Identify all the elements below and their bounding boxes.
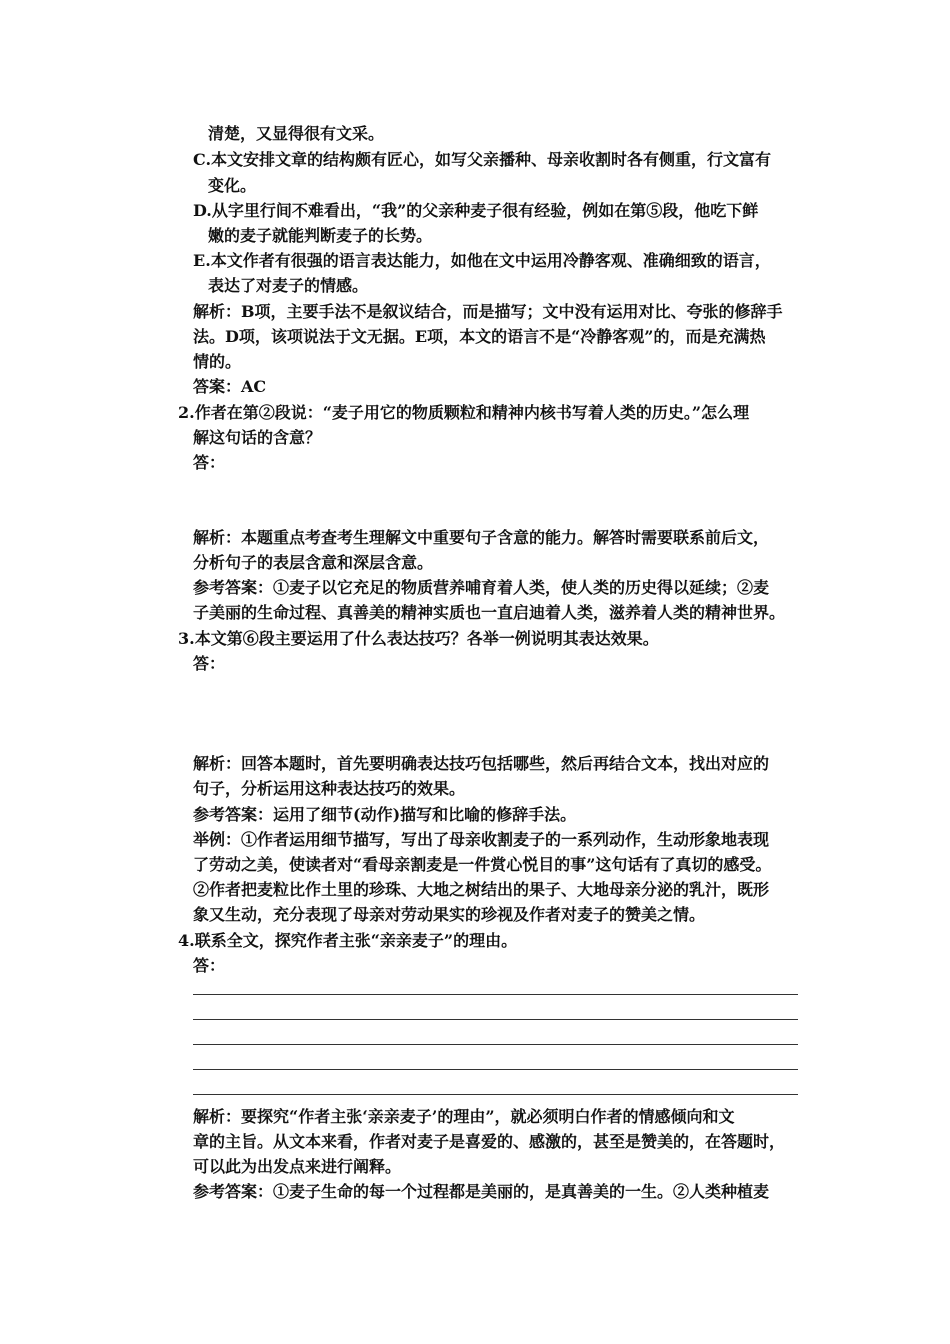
analysis-2: 解析：本题重点考查考生理解文中重要句子含意的能力。解答时需要联系前后文， [193, 528, 770, 547]
analysis-3: 解析：回答本题时，首先要明确表达技巧包括哪些，然后再结合文本，找出对应的 [193, 754, 770, 773]
text-line: 清楚，又显得很有文采。 [208, 124, 385, 143]
text-line: 子美丽的生命过程、真善美的精神实质也一直启迪着人类，滋养着人类的精神世界。 [193, 603, 786, 622]
answer-label: 答： [193, 453, 226, 472]
text-line: 了劳动之美，使读者对“看母亲割麦是一件赏心悦目的事”这句话有了真切的感受。 [193, 855, 772, 874]
text-line: 象又生动，充分表现了母亲对劳动果实的珍视及作者对麦子的赞美之情。 [193, 905, 706, 924]
text-line: 情的。 [193, 352, 242, 371]
text-line: ②作者把麦粒比作土里的珍珠、大地之树结出的果子、大地母亲分泌的乳汁，既形 [193, 880, 770, 899]
text-line: 可以此为出发点来进行阐释。 [193, 1157, 402, 1176]
text-line: 嫩的麦子就能判断麦子的长势。 [208, 226, 433, 245]
text-line: 表达了对麦子的情感。 [208, 276, 369, 295]
text-line: 法。D项，该项说法于文无据。E项，本文的语言不是“冷静客观”的，而是充满热 [193, 327, 766, 346]
analysis-1: 解析：B项，主要手法不是叙议结合，而是描写；文中没有运用对比、夸张的修辞手 [193, 302, 783, 321]
reference-answer-2: 参考答案：①麦子以它充足的物质营养哺育着人类，使人类的历史得以延续；②麦 [193, 578, 770, 597]
answer-rule [193, 994, 798, 995]
reference-answer-3: 参考答案：运用了细节(动作)描写和比喻的修辞手法。 [193, 805, 577, 824]
answer-rule [193, 1019, 798, 1020]
answer-label: 答： [193, 654, 226, 673]
text-line: 解这句话的含意？ [193, 428, 322, 447]
text-line: 章的主旨。从文本来看，作者对麦子是喜爱的、感激的，甚至是赞美的，在答题时， [193, 1132, 786, 1151]
reference-answer-4: 参考答案：①麦子生命的每一个过程都是美丽的，是真善美的一生。②人类种植麦 [193, 1182, 770, 1201]
text-line: 句子，分析运用这种表达技巧的效果。 [193, 779, 466, 798]
text-line: 变化。 [208, 176, 257, 195]
answer-rule [193, 1044, 798, 1045]
question-2: 2.作者在第②段说：“麦子用它的物质颗粒和精神内核书写着人类的历史。”怎么理 [178, 403, 750, 422]
text-line: 分析句子的表层含意和深层含意。 [193, 553, 434, 572]
question-3: 3.本文第⑥段主要运用了什么表达技巧？各举一例说明其表达效果。 [178, 629, 659, 648]
question-4: 4.联系全文，探究作者主张“亲亲麦子”的理由。 [178, 931, 518, 950]
analysis-4: 解析：要探究“作者主张‘亲亲麦子’的理由”，就必须明白作者的情感倾向和文 [193, 1107, 735, 1126]
option-d: D.从字里行间不难看出，“我”的父亲种麦子很有经验，例如在第⑤段，他吃下鲜 [193, 201, 759, 220]
answer-rule [193, 1069, 798, 1070]
example-text: 举例：①作者运用细节描写，写出了母亲收割麦子的一系列动作，生动形象地表现 [193, 830, 770, 849]
answer-rule [193, 1094, 798, 1095]
answer-label: 答： [193, 956, 226, 975]
option-c: C.本文安排文章的结构颇有匠心，如写父亲播种、母亲收割时各有侧重，行文富有 [193, 150, 772, 169]
option-e: E.本文作者有很强的语言表达能力，如他在文中运用冷静客观、准确细致的语言， [193, 251, 771, 270]
answer-1: 答案：AC [193, 377, 267, 396]
